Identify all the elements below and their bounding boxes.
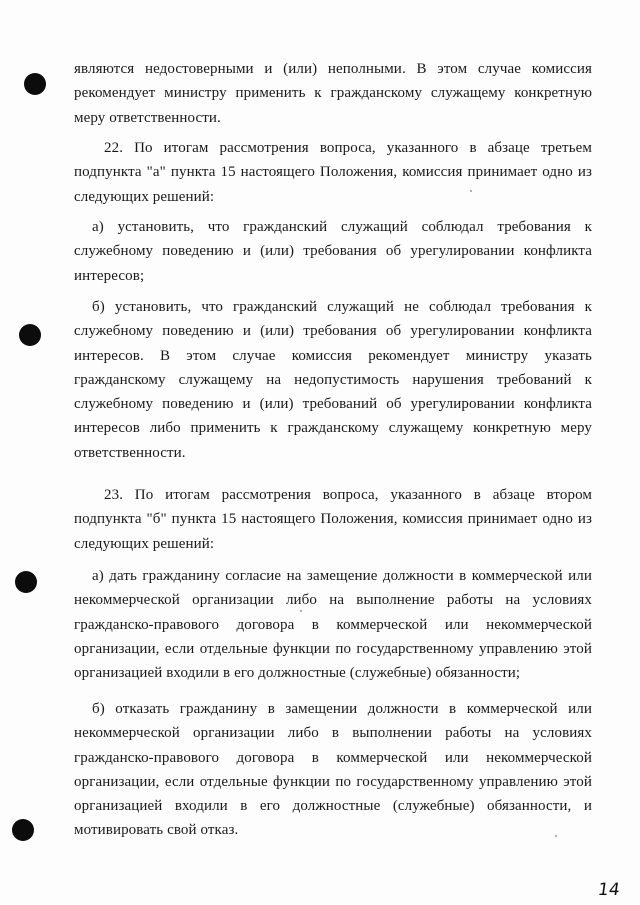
scan-speck bbox=[470, 190, 472, 192]
punch-hole bbox=[24, 73, 46, 95]
punch-hole bbox=[15, 571, 37, 593]
paragraph-23-option-a: а) дать гражданину согласие на замещение должности в коммерческой или некоммерческой организации либо на выполнение работы на условиях гражданско-правового договора в коммерческой или некоммерческой организации, если отдельные функции по государственному управлению этой организацией входили в его должностные (служебные) обязанности; bbox=[74, 568, 592, 682]
paragraph-22-intro: 22. По итогам рассмотрения вопроса, указанного в абзаце третьем подпункта "а" пункта 15 настоящего Положения, комиссия принимает одно из следующих решений: bbox=[74, 140, 592, 205]
paragraph-23-intro: 23. По итогам рассмотрения вопроса, указанного в абзаце втором подпункта "б" пункта 15 настоящего Положения, комиссия принимает одно из следующих решений: bbox=[74, 487, 592, 552]
paragraph-22-option-a: а) установить, что гражданский служащий соблюдал требования к служебному поведению и (или) требования об урегулировании конфликта интересов; bbox=[74, 219, 592, 284]
scan-speck bbox=[555, 835, 557, 837]
page-number: 14 bbox=[596, 880, 622, 900]
punch-hole bbox=[19, 324, 41, 346]
paragraph-22-option-b: б) установить, что гражданский служащий не соблюдал требования к служебному поведению и (или) требования об урегулировании конфликта интересов. В этом случае комиссия рекомендует министру указать гражданскому служащему на недопустимость нарушения требований к служебному поведению и (или) требований об урегулировании конфликта интересов либо применить к гражданскому служащему конкретную меру ответственности. bbox=[74, 299, 592, 461]
scan-speck bbox=[300, 610, 302, 612]
paragraph-23-option-b: б) отказать гражданину в замещении должности в коммерческой или некоммерческой организации либо в выполнении работы на условиях гражданско-правового договора в коммерческой или некоммерческой организации, если отдельные функции по государственному управлению этой организацией входили в его должностные (служебные) обязанности, и мотивировать свой отказ. bbox=[74, 701, 592, 839]
punch-hole bbox=[12, 819, 34, 841]
continuation-paragraph: являются недостоверными и (или) неполными. В этом случае комиссия рекомендует министру применить к гражданскому служащему конкретную меру ответственности. bbox=[74, 61, 592, 126]
